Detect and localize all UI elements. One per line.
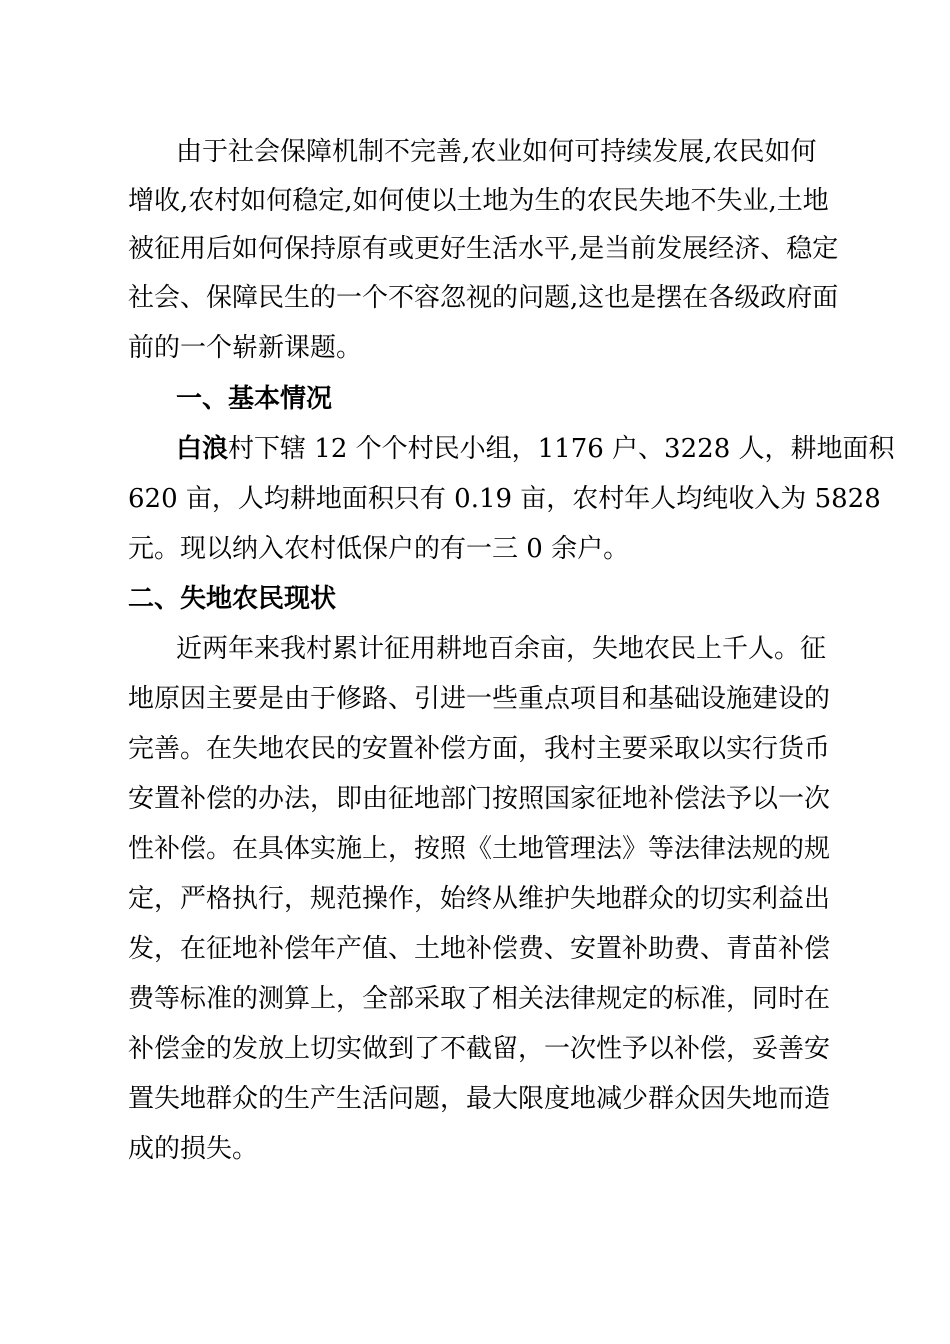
paragraph-3-line-1: 近两年来我村累计征用耕地百余亩，失地农民上千人。征 <box>176 634 827 664</box>
paragraph-1-line-5: 前的一个崭新课题。 <box>128 333 363 363</box>
paragraph-1-line-1: 由于社会保障机制不完善,农业如何可持续发展,农民如何 <box>176 137 817 167</box>
paragraph-1-line-2: 增收,农村如何稳定,如何使以土地为生的农民失地不失业,土地 <box>128 186 829 216</box>
paragraph-1-line-3: 被征用后如何保持原有或更好生活水平,是当前发展经济、稳定 <box>128 234 839 264</box>
paragraph-1-line-4: 社会、保障民生的一个不容忽视的问题,这也是摆在各级政府面 <box>128 283 839 313</box>
paragraph-2-line-1 <box>176 434 895 464</box>
paragraph-3-line-2: 地原因主要是由于修路、引进一些重点项目和基础设施建设的 <box>128 684 831 714</box>
heading-landless-farmers-status: 二、失地农民现状 <box>128 584 337 614</box>
paragraph-3-line-4: 安置补偿的办法，即由征地部门按照国家征地补偿法予以一次 <box>128 784 831 814</box>
paragraph-3-line-9: 补偿金的发放上切实做到了不截留，一次性予以补偿，妥善安 <box>128 1034 831 1064</box>
paragraph-2-line-2: 620 亩，人均耕地面积只有 0.19 亩，农村年人均纯收入为 5828 <box>128 484 881 514</box>
paragraph-3-line-11: 成的损失。 <box>128 1134 259 1164</box>
paragraph-3-line-10: 置失地群众的生产生活问题，最大限度地减少群众因失地而造 <box>128 1084 831 1114</box>
heading-basic-situation: 一、基本情况 <box>176 384 333 414</box>
paragraph-3-line-6: 定，严格执行，规范操作，始终从维护失地群众的切实利益出 <box>128 884 831 914</box>
village-name: 白浪 <box>176 434 229 464</box>
paragraph-2-line-1-text: 村下辖 12 个个村民小组，1176 户、3228 人，耕地面积 <box>228 434 895 464</box>
paragraph-3-line-3: 完善。在失地农民的安置补偿方面，我村主要采取以实行货币 <box>128 734 831 764</box>
paragraph-3-line-8: 费等标准的测算上，全部采取了相关法律规定的标准，同时在 <box>128 984 831 1014</box>
paragraph-2-line-3: 元。现以纳入农村低保户的有一三 0 余户。 <box>128 534 630 564</box>
paragraph-3-line-7: 发，在征地补偿年产值、土地补偿费、安置补助费、青苗补偿 <box>128 934 831 964</box>
paragraph-3-line-5: 性补偿。在具体实施上，按照《土地管理法》等法律法规的规 <box>128 834 831 864</box>
